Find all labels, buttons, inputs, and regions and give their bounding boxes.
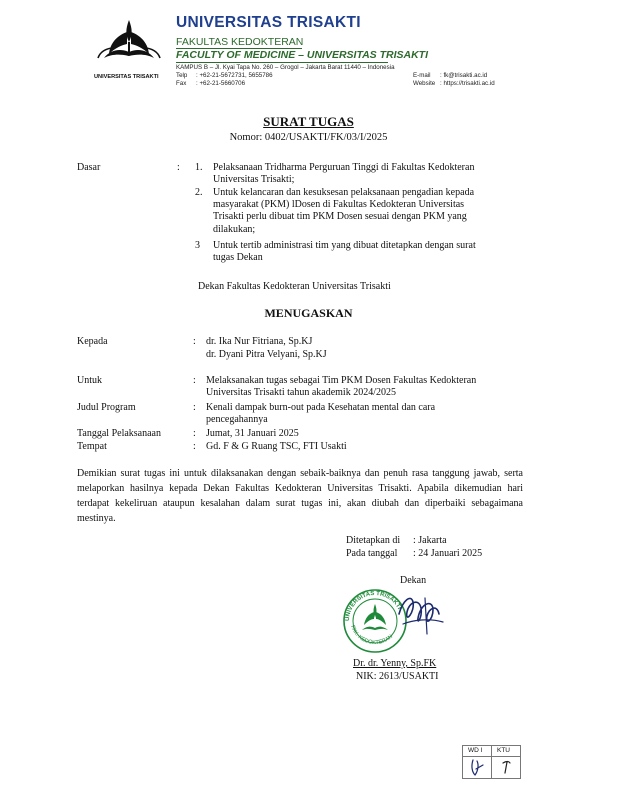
fax-value: : +62-21-5660706 [196, 80, 246, 87]
paraf-col2-label: KTU [497, 747, 510, 754]
faculty-name: FAKULTAS KEDOKTERAN [176, 36, 304, 48]
official-stamp [341, 584, 451, 664]
judul-line-2: pencegahannya [206, 414, 268, 425]
signer-name: Dr. dr. Yenny, Sp.FK [353, 658, 437, 669]
tanggal-value: Jumat, 31 Januari 2025 [206, 428, 299, 439]
dasar-item-3-line-1: Untuk tertib administrasi tim yang dibuat ditetapkan dengan surat [213, 240, 476, 251]
signer-nik: NIK: 2613/USAKTI [356, 671, 439, 682]
letter-title: SURAT TUGAS [263, 114, 354, 129]
closing-paragraph: Demikian surat tugas ini untuk dilaksanakan dengan sebaik-baiknya dan penuh rasa tanggung jawab, serta melaporkan hasilnya kepada Dekan Fakultas Kedokteran Universitas Trisakti. Apabila dikemudian hari terdapat kekeliruan ataupun kesalahan dalam surat tugas ini, akan diubah dan diperbaiki sebagaimana mestinya. [77, 468, 523, 524]
dasar-item-3-line-2: tugas Dekan [213, 252, 263, 263]
fax-label: Fax [176, 80, 187, 87]
dasar-item-1-line-1: Pelaksanaan Tridharma Perguruan Tinggi di Fakultas Kedokteran [213, 162, 475, 173]
kepada-name-1: dr. Ika Nur Fitriana, Sp.KJ [206, 336, 313, 347]
stamp-text-bottom: FAK. KEDOKTERAN [349, 624, 394, 647]
signer-role: Dekan [400, 575, 427, 586]
kepada-colon: : [193, 336, 196, 347]
tanggal-label: Tanggal Pelaksanaan [77, 428, 161, 439]
letter-number: Nomor: 0402/USAKTI/FK/03/I/2025 [229, 132, 388, 143]
pada-tanggal-value: : 24 Januari 2025 [413, 548, 483, 559]
paraf-col1-label: WD I [468, 747, 483, 754]
telp-label: Telp [176, 72, 188, 79]
faculty-english-name: FACULTY OF MEDICINE – UNIVERSITAS TRISAKTI [176, 49, 429, 61]
untuk-colon: : [193, 375, 196, 386]
paraf-initials [463, 757, 520, 778]
untuk-label: Untuk [77, 375, 102, 386]
tempat-label: Tempat [77, 441, 107, 452]
dasar-item-2-line-4: dilakukan; [213, 224, 256, 235]
paraf-box [462, 745, 521, 779]
pada-tanggal-label: Pada tanggal [346, 548, 398, 559]
stamp-text-top: UNIVERSITAS TRISAKTI [344, 590, 402, 622]
tanggal-colon: : [193, 428, 196, 439]
ditetapkan-value: : Jakarta [413, 535, 447, 546]
university-name: UNIVERSITAS TRISAKTI [176, 14, 361, 31]
untuk-line-1: Melaksanakan tugas sebagai Tim PKM Dosen Fakultas Kedokteran [206, 375, 477, 386]
logo-caption: UNIVERSITAS TRISAKTI [94, 74, 159, 80]
dasar-colon: : [177, 162, 180, 173]
dasar-item-2-line-1: Untuk kelancaran dan kesuksesan pelaksanaan pengadian kepada [213, 187, 475, 198]
dasar-label: Dasar [77, 162, 101, 173]
telp-value: : +62-21-5672731, 5655786 [196, 72, 273, 79]
ditetapkan-label: Ditetapkan di [346, 535, 401, 546]
judul-line-1: Kenali dampak burn-out pada Kesehatan mental dan cara [206, 402, 436, 413]
email-label: E-mail [413, 72, 431, 79]
dasar-item-3-number: 3 [195, 240, 200, 251]
dasar-item-2-number: 2. [195, 187, 203, 198]
dasar-item-2-line-3: Trisakti perlu dibuat tim PKM Dosen sesuai dengan PKM yang [213, 211, 467, 222]
website-label: Website [413, 80, 436, 87]
email-value: : fk@trisakti.ac.id [440, 72, 488, 79]
tempat-colon: : [193, 441, 196, 452]
dasar-item-2-line-2: masyarakat (PKM) lDosen di Fakultas Kedokteran Universitas [213, 199, 465, 210]
address: KAMPUS B – Jl. Kyai Tapa No. 260 – Grogol – Jakarta Barat 11440 – Indonesia [176, 64, 395, 71]
untuk-line-2: Universitas Trisakti tahun akademik 2024/2025 [206, 387, 396, 398]
tempat-value: Gd. F & G Ruang TSC, FTI Usakti [206, 441, 347, 452]
website-value: : https://trisakti.ac.id [440, 80, 495, 87]
judul-colon: : [193, 402, 196, 413]
kepada-label: Kepada [77, 336, 108, 347]
header-divider [176, 62, 388, 63]
dekan-line: Dekan Fakultas Kedokteran Universitas Trisakti [198, 281, 391, 292]
kepada-name-2: dr. Dyani Pitra Velyani, Sp.KJ [206, 349, 327, 360]
judul-label: Judul Program [77, 402, 136, 413]
dasar-item-1-number: 1. [195, 162, 203, 173]
university-logo [94, 18, 162, 80]
dasar-item-1-line-2: Universitas Trisakti; [213, 174, 295, 185]
menugaskan-heading: MENUGASKAN [264, 306, 353, 320]
